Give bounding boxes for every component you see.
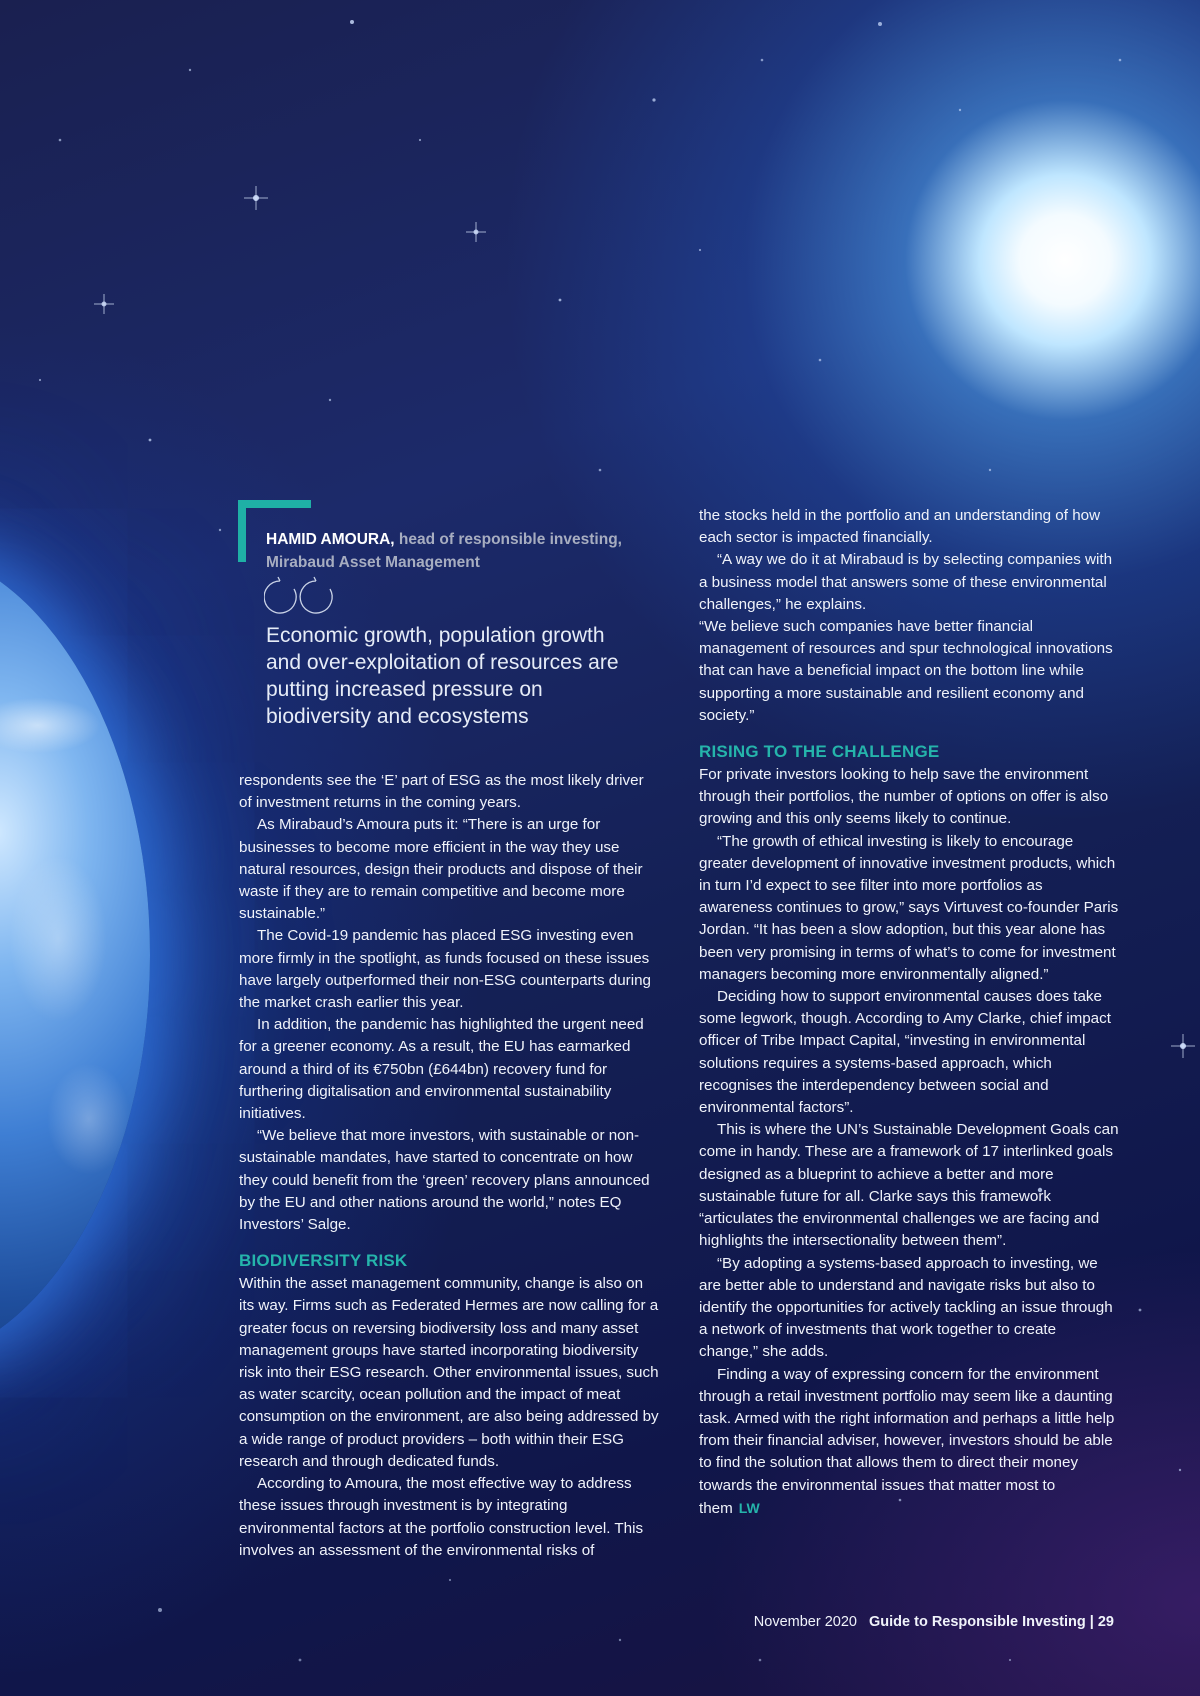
paragraph: “By adopting a systems-based approach to investing, we are better able to understand and navigate risks but also to identify the opportunities for actively tackling an issue through a network of investments that work together to create change,” she adds. bbox=[699, 1254, 1113, 1361]
section-heading-rising-to-the-challenge: RISING TO THE CHALLENGE bbox=[699, 742, 940, 762]
article-column-right bbox=[699, 505, 1119, 1520]
footer-publication: Guide to Responsible Investing bbox=[869, 1614, 1086, 1630]
paragraph: “The growth of ethical investing is likely to encourage greater development of innovative investment products, which in turn I’d expect to see filter into more portfolios as awareness continues to grow,” says Virtuvest co-founder Paris Jordan. “It has been a slow adoption, but this year alone has been very promising in terms of what’s to come for investment managers becoming more environmentally aligned.” bbox=[699, 832, 1119, 983]
paragraph: “We believe that more investors, with sustainable or non-sustainable mandates, have started to concentrate on how they could benefit from the ‘green’ recovery plans announced by the EU and other nations around the world,” notes EQ Investors’ Salge. bbox=[239, 1127, 650, 1234]
paragraph: “We believe such companies have better financial management of resources and spur technological innovations that can have a beneficial impact on the bottom line while supporting a more sustainable and resilient economy and society.” bbox=[699, 618, 1113, 724]
paragraph: The Covid-19 pandemic has placed ESG investing even more firmly in the spotlight, as funds focused on these issues have largely outperformed their non-ESG counterparts during the market crash earlier this year. bbox=[239, 927, 651, 1012]
paragraph: Within the asset management community, change is also on its way. Firms such as Federated Hermes are now calling for a greater focus on reversing biodiversity loss and many asset management groups have started incorporating biodiversity risk into their ESG research. Other environmental issues, such as water scarcity, ocean pollution and the impact of meat consumption on the environment, are also being addressed by a wide range of product providers – both within their ESG research and through dedicated funds. bbox=[239, 1275, 659, 1470]
quote-accent-bar bbox=[238, 500, 246, 562]
paragraph-text: Finding a way of expressing concern for the environment through a retail investment portfolio may seem like a daunting task. Armed with the right information and perhaps a little help from their financial adviser, however, investors should be able to find the solution that allows them to direct their money towards the environmental issues that matter most to them bbox=[699, 1365, 1115, 1517]
article-column-left bbox=[239, 770, 659, 1562]
quote-accent-bar-top bbox=[238, 500, 311, 508]
page-number: 29 bbox=[1097, 1614, 1114, 1630]
paragraph: “A way we do it at Mirabaud is by selecting companies with a business model that answers some of these environmental challenges,” he explains. bbox=[699, 551, 1113, 613]
paragraph: For private investors looking to help save the environment through their portfolios, the number of options on offer is also growing and this only seems likely to continue. bbox=[699, 766, 1109, 828]
paragraph-final bbox=[699, 1364, 1119, 1520]
quotation-marks-icon bbox=[264, 575, 344, 624]
end-mark-logo: LW bbox=[738, 1499, 760, 1516]
footer-date: November 2020 bbox=[753, 1614, 857, 1630]
quote-byline bbox=[266, 528, 626, 574]
quote-author-role: head of responsible investing, Mirabaud Asset Management bbox=[266, 531, 622, 571]
section-heading-biodiversity-risk: BIODIVERSITY RISK bbox=[239, 1251, 408, 1271]
paragraph: As Mirabaud’s Amoura puts it: “There is an urge for businesses to become more efficient in the way they use natural resources, design their products and dispose of their waste if they are to remain competitive and become more sustainable.” bbox=[239, 816, 643, 923]
paragraph: respondents see the ‘E’ part of ESG as the most likely driver of investment returns in the coming years. bbox=[239, 772, 644, 812]
paragraph: This is where the UN’s Sustainable Development Goals can come in handy. These are a framework of 17 interlinked goals designed as a blueprint to achieve a better and more sustainable future for all. Clarke says this framework “articulates the environmental challenges we are facing and highlights the intersectionality between them”. bbox=[699, 1121, 1119, 1250]
pull-quote-text: Economic growth, population growth and over-exploitation of resources are putting increased pressure on biodiversity and ecosystems bbox=[266, 624, 619, 728]
footer-separator: | bbox=[1089, 1614, 1094, 1630]
page-footer bbox=[754, 1614, 1114, 1630]
paragraph: According to Amoura, the most effective way to address these issues through investment is by integrating environmental factors at the portfolio construction level. This involves an assessment of the environmental risks of bbox=[239, 1475, 644, 1559]
quote-author-name: HAMID AMOURA, bbox=[266, 531, 395, 548]
paragraph: the stocks held in the portfolio and an understanding of how each sector is impacted financially. bbox=[699, 507, 1101, 547]
paragraph: Deciding how to support environmental causes does take some legwork, though. According to Amy Clarke, chief impact officer of Tribe Impact Capital, “investing in environmental solutions requires a systems-based approach, which recognises the interdependency between social and environmental factors”. bbox=[699, 988, 1111, 1117]
paragraph: In addition, the pandemic has highlighted the urgent need for a greener economy. As a result, the EU has earmarked around a third of its €750bn (£644bn) recovery fund for furthering digitalisation and environmental sustainability initiatives. bbox=[239, 1016, 644, 1123]
